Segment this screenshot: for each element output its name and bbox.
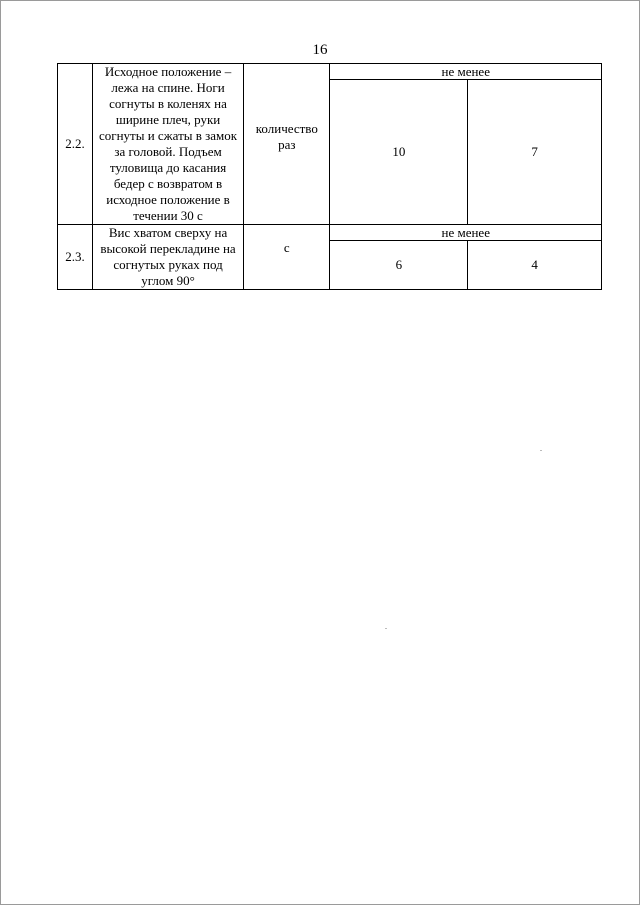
scan-speck <box>385 628 387 629</box>
norms-table <box>57 63 602 290</box>
table-row <box>58 64 602 80</box>
unit-cell: количество раз <box>244 64 330 225</box>
value-cell-1: 6 <box>330 241 468 290</box>
value-cell-2: 7 <box>468 80 602 225</box>
group-label: не менее <box>330 225 602 241</box>
exercise-description: Исходное положение – лежа на спине. Ноги согнуты в коленях на ширине плеч, руки согнуты и сжаты в замок за головой. Подъем туловища до касания бедер с возвратом в исходное положение в течении 30 с <box>92 64 243 225</box>
group-label: не менее <box>330 64 602 80</box>
page-number: 16 <box>312 42 328 58</box>
row-number: 2.2. <box>58 64 93 225</box>
value-cell-1: 10 <box>330 80 468 225</box>
unit-cell: с <box>244 225 330 290</box>
row-number: 2.3. <box>58 225 93 290</box>
value-cell-2: 4 <box>468 241 602 290</box>
exercise-description: Вис хватом сверху на высокой перекладине на согнутых руках под углом 90° <box>92 225 243 290</box>
table-row <box>58 225 602 241</box>
scan-speck <box>540 450 542 451</box>
